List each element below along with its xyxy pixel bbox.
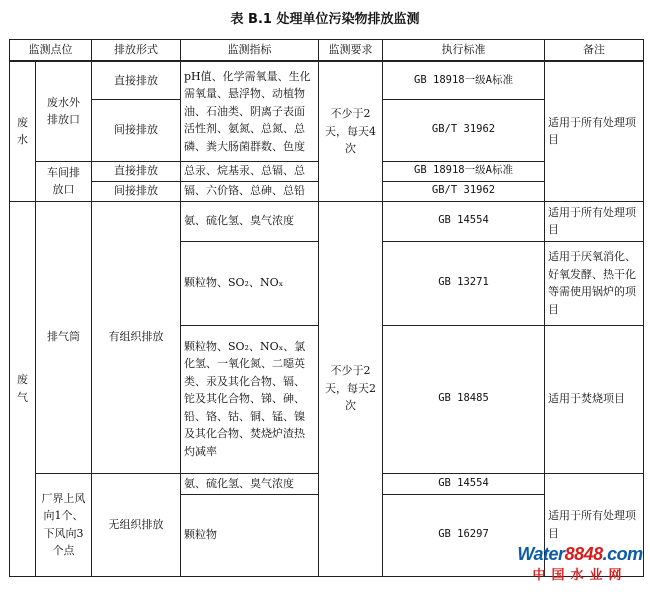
- standard-direct: GB 18918一级A标准: [383, 61, 545, 99]
- form-organized: 有组织排放: [92, 201, 181, 473]
- header-row: [10, 40, 644, 62]
- watermark-brand-b: 8848: [564, 544, 603, 564]
- remark-air-3: 适用于焚烧项目: [545, 325, 644, 473]
- point-exhaust-stack: 排气筒: [36, 201, 92, 473]
- form-workshop-indirect: 间接排放: [92, 181, 181, 201]
- table-row: [10, 61, 644, 99]
- table-row: [10, 201, 644, 241]
- standard-air-5: GB 16297: [383, 494, 545, 576]
- requirement-wastewater: 不少于2天，每天4次: [319, 61, 383, 201]
- standard-air-1: GB 14554: [383, 201, 545, 241]
- header-requirements: 监测要求: [319, 40, 383, 62]
- standard-air-3: GB 18485: [383, 325, 545, 473]
- table-title: 表 B.1 处理单位污染物排放监测: [230, 12, 420, 27]
- indicators-air-1: 氨、硫化氢、臭气浓度: [181, 201, 319, 241]
- remark-air-1: 适用于所有处理项目: [545, 201, 644, 241]
- watermark-brand-c: .com: [602, 544, 643, 564]
- point-workshop-outlet: 车间排 放口: [36, 161, 92, 201]
- header-monitoring-point: 监测点位: [10, 40, 92, 62]
- point-plant-boundary: 厂界上风向1个、下风向3个点: [36, 473, 92, 576]
- indicators-air-4: 氨、硫化氢、臭气浓度: [181, 473, 319, 494]
- form-indirect: 间接排放: [92, 99, 181, 161]
- header-indicators: 监测指标: [181, 40, 319, 62]
- indicators-workshop-1: 总汞、烷基汞、总镉、总: [181, 161, 319, 181]
- indicators-air-5: 颗粒物: [181, 494, 319, 576]
- point-wastewater-outlet: 废水外 排放口: [36, 61, 92, 161]
- standard-air-2: GB 13271: [383, 241, 545, 325]
- indicators-workshop-2: 镉、六价铬、总砷、总铅: [181, 181, 319, 201]
- requirement-waste-gas: 不少于2天，每天2次: [319, 201, 383, 576]
- category-waste-gas: 废 气: [10, 201, 36, 576]
- header-standard: 执行标准: [383, 40, 545, 62]
- indicators-wastewater: pH值、化学需氧量、生化需氧量、悬浮物、动植物油、石油类、阴离子表面活性剂、氨氮、总氮、总磷、粪大肠菌群数、色度: [181, 61, 319, 161]
- monitoring-table: [9, 39, 644, 577]
- watermark-logo: [516, 544, 644, 592]
- form-direct: 直接排放: [92, 61, 181, 99]
- form-unorganized: 无组织排放: [92, 473, 181, 576]
- watermark-cn: 中国水业网: [532, 567, 628, 582]
- remark-air-4: 适用于所有处理项目: [545, 473, 644, 576]
- header-discharge-form: 排放形式: [92, 40, 181, 62]
- standard-workshop-indirect: GB/T 31962: [383, 181, 545, 201]
- standard-indirect: GB/T 31962: [383, 99, 545, 161]
- watermark-brand-a: Water: [517, 544, 565, 564]
- remark-wastewater: 适用于所有处理项目: [545, 61, 644, 201]
- header-remark: 备注: [545, 40, 644, 62]
- indicators-air-2: 颗粒物、SO₂、NOₓ: [181, 241, 319, 325]
- category-wastewater: 废 水: [10, 61, 36, 201]
- standard-workshop-direct: GB 18918一级A标准: [383, 161, 545, 181]
- remark-air-2: 适用于厌氧消化、好氧发酵、热干化等需使用锅炉的项目: [545, 241, 644, 325]
- form-workshop-direct: 直接排放: [92, 161, 181, 181]
- standard-air-4: GB 14554: [383, 473, 545, 494]
- indicators-air-3: 颗粒物、SO₂、NOₓ、氯化氢、一氧化氮、二噁英类、汞及其化合物、镉、铊及其化合物、锑、砷、铅、铬、钴、铜、锰、镍及其化合物、焚烧炉渣热灼减率: [181, 325, 319, 473]
